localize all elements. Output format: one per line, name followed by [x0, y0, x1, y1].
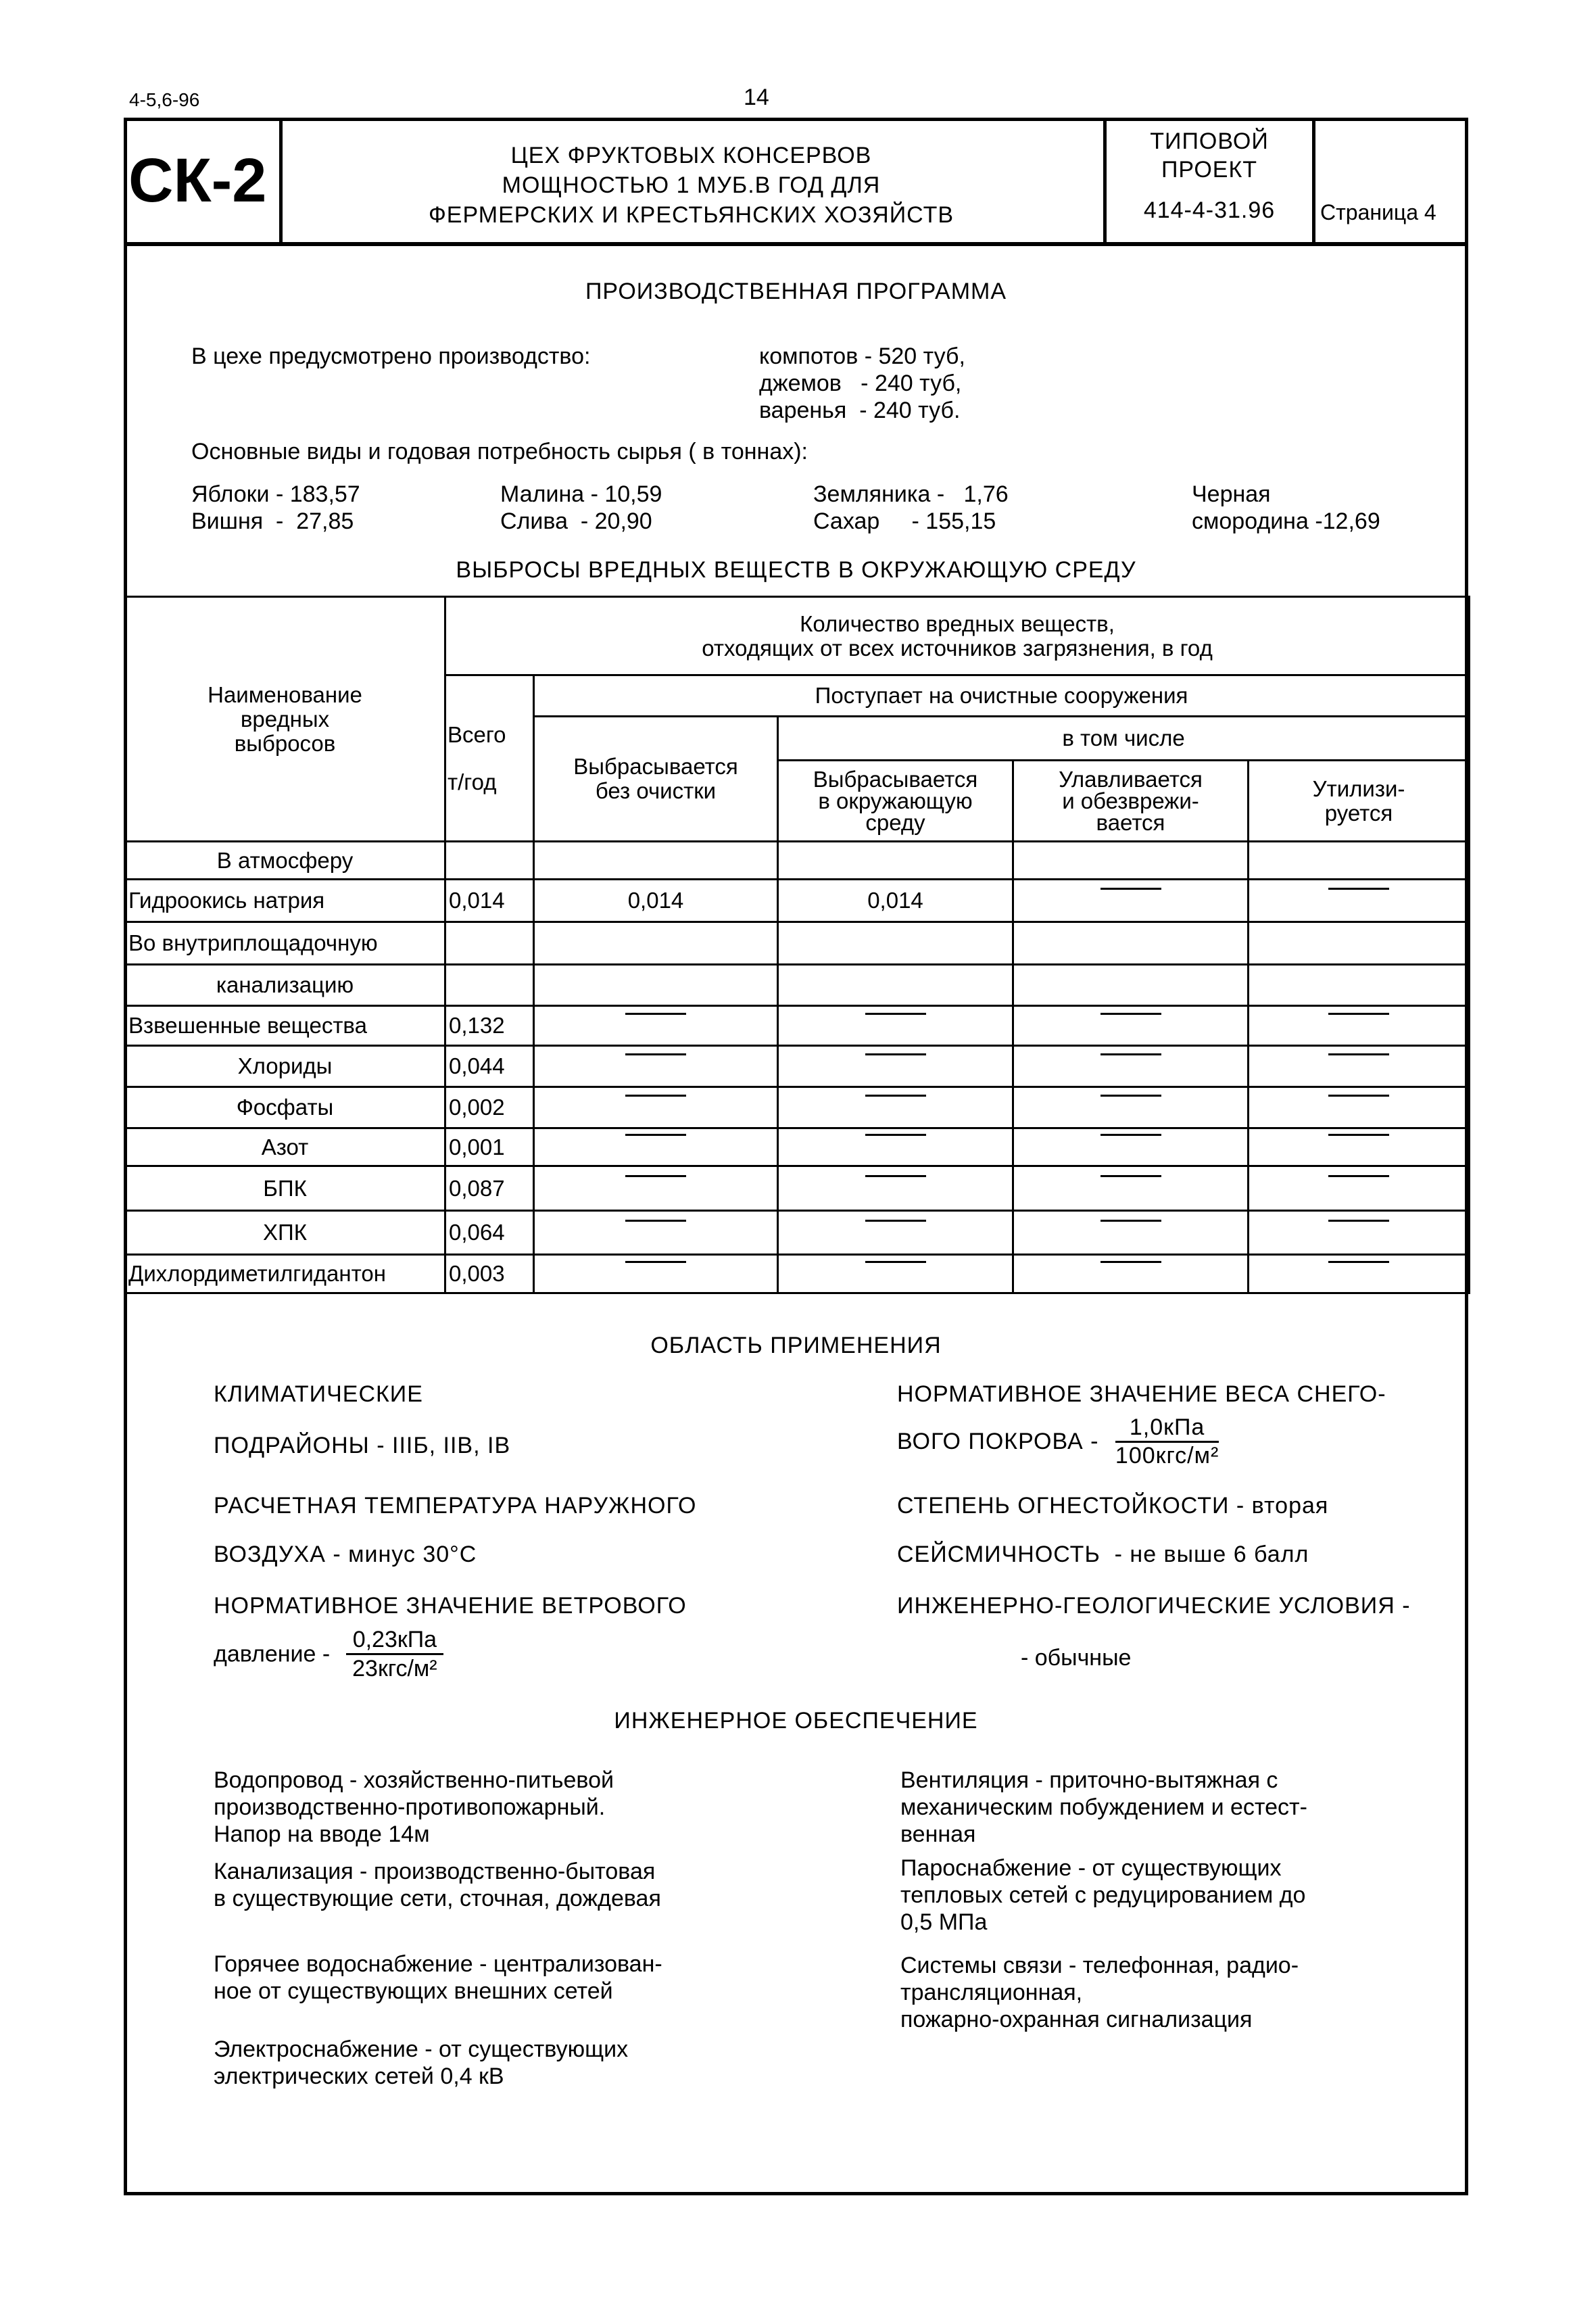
program-intro: В цехе предусмотрено производство: — [191, 343, 591, 369]
scope-snow: НОРМАТИВНОЕ ЗНАЧЕНИЕ ВЕСА СНЕГО- — [897, 1381, 1386, 1407]
dash-mark — [1101, 1175, 1161, 1201]
cell-released — [778, 922, 1013, 965]
cell-utilized — [1249, 965, 1470, 1006]
scope-temp-value: ВОЗДУХА - минус 30°С — [214, 1542, 477, 1567]
cell-name: В атмосферу — [125, 842, 445, 880]
cell-total — [445, 965, 534, 1006]
text-line: Электроснабжение - от существующих — [214, 2036, 629, 2062]
eng-hot-water — [214, 1951, 662, 2005]
dash-mark — [1328, 1053, 1389, 1080]
document-code: 4-5,6-96 — [129, 89, 200, 110]
eng-steam — [900, 1855, 1305, 1936]
header-line: Выбрасывается — [573, 754, 738, 779]
cell-captured — [1013, 1006, 1249, 1046]
dash-mark — [625, 1095, 686, 1121]
col-header-released — [778, 761, 1013, 842]
product-item: варенья - 240 туб. — [759, 398, 961, 423]
cell-total: 0,044 — [445, 1046, 534, 1087]
cell-utilized — [1249, 922, 1470, 965]
dash-mark — [1101, 1261, 1161, 1287]
cell-name: Взвешенные вещества — [125, 1006, 445, 1046]
cell-total: 0,014 — [445, 880, 534, 922]
dash-mark — [625, 1013, 686, 1039]
cell-captured — [1013, 1046, 1249, 1087]
cell-untreated — [534, 922, 778, 965]
dash-mark — [1328, 1134, 1389, 1160]
text-line: электрических сетей 0,4 кВ — [214, 2063, 504, 2089]
col-header-including: в том числе — [778, 717, 1470, 761]
table-row — [125, 1046, 1470, 1087]
table-row — [125, 922, 1470, 965]
raw-value: Малина - 10,59 — [500, 481, 662, 507]
table-row — [125, 1255, 1470, 1293]
cell-utilized — [1249, 1166, 1470, 1211]
cell-name: Фосфаты — [125, 1087, 445, 1128]
raw-item — [813, 481, 1009, 535]
cell-captured — [1013, 1211, 1249, 1255]
header-line: руется — [1324, 800, 1393, 826]
scope-subregions: ПОДРАЙОНЫ - IIIБ, IIВ, IВ — [214, 1433, 511, 1458]
scope-wind: НОРМАТИВНОЕ ЗНАЧЕНИЕ ВЕТРОВОГО — [214, 1593, 687, 1619]
dash-mark — [1328, 1013, 1389, 1039]
table-row — [125, 1211, 1470, 1255]
col-header-captured — [1013, 761, 1249, 842]
cell-untreated — [534, 1166, 778, 1211]
cell-released — [778, 842, 1013, 880]
cell-name: Дихлордиметилгидантон — [125, 1255, 445, 1293]
cell-released — [778, 965, 1013, 1006]
cell-captured — [1013, 842, 1249, 880]
text-line: Канализация - производственно-бытовая — [214, 1859, 656, 1884]
dash-mark — [865, 1013, 926, 1039]
cell-name: Гидроокись натрия — [125, 880, 445, 922]
program-heading: ПРОИЗВОДСТВЕННАЯ ПРОГРАММА — [585, 279, 1007, 304]
cell-name: Азот — [125, 1128, 445, 1166]
raw-value: Слива - 20,90 — [500, 508, 652, 534]
snow-fraction — [1115, 1414, 1219, 1469]
dash-mark — [625, 1053, 686, 1080]
table-row — [125, 842, 1470, 880]
text-line: Системы связи - телефонная, радио- — [900, 1953, 1299, 1978]
cell-captured — [1013, 922, 1249, 965]
cell-total: 0,002 — [445, 1087, 534, 1128]
sheet-number: 14 — [744, 85, 769, 110]
cell-utilized — [1249, 1006, 1470, 1046]
cell-total — [445, 922, 534, 965]
cell-name: канализацию — [125, 965, 445, 1006]
cell-utilized — [1249, 842, 1470, 880]
fraction-numerator: 1,0кПа — [1115, 1414, 1219, 1443]
project-number: 414-4-31.96 — [1143, 197, 1276, 223]
cell-released — [778, 1128, 1013, 1166]
title-line: ФЕРМЕРСКИХ И КРЕСТЬЯНСКИХ ХОЗЯЙСТВ — [428, 202, 954, 228]
cell-total: 0,064 — [445, 1211, 534, 1255]
cell-untreated — [534, 1211, 778, 1255]
dash-mark — [865, 1095, 926, 1121]
cell-untreated — [534, 965, 778, 1006]
eng-ventilation — [900, 1767, 1307, 1848]
product-item: компотов - 520 туб, — [759, 343, 965, 369]
cell-captured — [1013, 1128, 1249, 1166]
divider — [1312, 118, 1315, 245]
scope-heading: ОБЛАСТЬ ПРИМЕНЕНИЯ — [650, 1333, 942, 1358]
dash-mark — [1101, 1220, 1161, 1246]
header-line: т/год — [448, 769, 497, 794]
dash-mark — [1328, 1095, 1389, 1121]
dash-mark — [1328, 1175, 1389, 1201]
text-line: тепловых сетей с редуцированием до — [900, 1882, 1306, 1908]
raw-item — [191, 481, 360, 535]
dash-mark — [1101, 1013, 1161, 1039]
header-line: Всего — [448, 721, 506, 747]
cell-released — [778, 1255, 1013, 1293]
dash-mark — [865, 1220, 926, 1246]
fraction-denominator: 23кгс/м² — [352, 1656, 437, 1681]
raw-item — [1192, 481, 1380, 535]
cell-untreated — [534, 1087, 778, 1128]
cell-name: Во внутриплощадочную — [125, 922, 445, 965]
scope-snow-value — [897, 1414, 1219, 1469]
text-line: венная — [900, 1821, 976, 1847]
header-line: Утилизи- — [1312, 775, 1405, 801]
cell-untreated — [534, 1255, 778, 1293]
text-line: Напор на вводе 14м — [214, 1821, 430, 1847]
header-line: Наименование — [208, 682, 362, 707]
dash-mark — [865, 1261, 926, 1287]
text-line: Горячее водоснабжение - централизован- — [214, 1951, 662, 1977]
table-row — [125, 1006, 1470, 1046]
cell-untreated: 0,014 — [534, 880, 778, 922]
project-type — [1107, 127, 1312, 184]
eng-comms — [900, 1952, 1299, 2033]
col-header-group — [445, 597, 1470, 675]
col-header-name — [125, 597, 445, 842]
text-line: 0,5 МПа — [900, 1909, 988, 1935]
cell-captured — [1013, 1166, 1249, 1211]
title-line: ЦЕХ ФРУКТОВЫХ КОНСЕРВОВ — [510, 143, 872, 168]
text-line: производственно-противопожарный. — [214, 1794, 606, 1820]
cell-name: БПК — [125, 1166, 445, 1211]
header-line: и обезврежи- — [1062, 788, 1199, 813]
cell-name: ХПК — [125, 1211, 445, 1255]
text-line: в существующие сети, сточная, дождевая — [214, 1886, 661, 1911]
cell-released — [778, 1087, 1013, 1128]
dash-mark — [865, 1134, 926, 1160]
header-line: Количество вредных веществ, — [800, 611, 1115, 636]
cell-released: 0,014 — [778, 880, 1013, 922]
cell-total: 0,003 — [445, 1255, 534, 1293]
header-line: вредных — [240, 706, 330, 732]
raw-value: Черная — [1192, 481, 1271, 507]
dash-mark — [1328, 1220, 1389, 1246]
scope-seismic: СЕЙСМИЧНОСТЬ - не выше 6 балл — [897, 1542, 1309, 1567]
cell-released — [778, 1046, 1013, 1087]
engineering-heading: ИНЖЕНЕРНОЕ ОБЕСПЕЧЕНИЕ — [614, 1708, 978, 1734]
text-line: трансляционная, — [900, 1980, 1083, 2005]
dash-mark — [1101, 1134, 1161, 1160]
header-line: Улавливается — [1059, 766, 1203, 792]
scope-wind-value — [214, 1626, 443, 1682]
cell-captured — [1013, 880, 1249, 922]
dash-mark — [625, 1220, 686, 1246]
dash-mark — [1101, 888, 1161, 914]
dash-mark — [625, 1175, 686, 1201]
col-header-untreated — [534, 717, 778, 842]
table-row — [125, 1128, 1470, 1166]
scope-fire: СТЕПЕНЬ ОГНЕСТОЙКОСТИ - вторая — [897, 1493, 1329, 1519]
header-line: в окружающую — [818, 788, 973, 813]
text-line: Вентиляция - приточно-вытяжная с — [900, 1767, 1278, 1793]
cell-utilized — [1249, 1128, 1470, 1166]
col-header-utilized — [1249, 761, 1470, 842]
cell-utilized — [1249, 1087, 1470, 1128]
scope-geo-value: - обычные — [1021, 1645, 1132, 1671]
dash-mark — [625, 1134, 686, 1160]
wind-label: давление - — [214, 1641, 331, 1667]
cell-total — [445, 842, 534, 880]
drawing-mark: СК-2 — [128, 146, 267, 215]
scope-temp: РАСЧЕТНАЯ ТЕМПЕРАТУРА НАРУЖНОГО — [214, 1493, 697, 1519]
dash-mark — [865, 1175, 926, 1201]
fraction-numerator: 0,23кПа — [346, 1626, 443, 1655]
cell-total: 0,001 — [445, 1128, 534, 1166]
cell-utilized — [1249, 880, 1470, 922]
project-type-line: ТИПОВОЙ — [1150, 128, 1269, 154]
table-row — [125, 880, 1470, 922]
cell-total: 0,087 — [445, 1166, 534, 1211]
header-line: без очистки — [595, 778, 717, 803]
cell-captured — [1013, 1087, 1249, 1128]
dash-mark — [625, 1261, 686, 1287]
product-list — [759, 343, 965, 424]
col-header-total — [445, 675, 534, 842]
snow-label: ВОГО ПОКРОВА - — [897, 1429, 1099, 1454]
cell-captured — [1013, 1255, 1249, 1293]
cell-utilized — [1249, 1046, 1470, 1087]
raw-item — [500, 481, 662, 535]
raw-value: Вишня - 27,85 — [191, 508, 354, 534]
cell-untreated — [534, 1128, 778, 1166]
raw-value: Яблоки - 183,57 — [191, 481, 360, 507]
text-line: Водопровод - хозяйственно-питьевой — [214, 1767, 614, 1793]
dash-mark — [1101, 1053, 1161, 1080]
emissions-heading: ВЫБРОСЫ ВРЕДНЫХ ВЕЩЕСТВ В ОКРУЖАЮЩУЮ СРЕДУ — [456, 557, 1136, 583]
text-line: ное от существующих внешних сетей — [214, 1978, 613, 2004]
table-row — [125, 1087, 1470, 1128]
table-row — [125, 1166, 1470, 1211]
project-title — [279, 141, 1103, 230]
scope-climatic: КЛИМАТИЧЕСКИЕ — [214, 1381, 423, 1407]
fraction-denominator: 100кгс/м² — [1115, 1443, 1219, 1469]
col-header-treatment: Поступает на очистные сооружения — [534, 675, 1470, 717]
cell-released — [778, 1006, 1013, 1046]
cell-utilized — [1249, 1211, 1470, 1255]
cell-untreated — [534, 1006, 778, 1046]
title-line: МОЩНОСТЬЮ 1 МУБ.В ГОД ДЛЯ — [502, 172, 881, 198]
text-line: пожарно-охранная сигнализация — [900, 2007, 1253, 2032]
raw-value: смородина -12,69 — [1192, 508, 1380, 534]
cell-total: 0,132 — [445, 1006, 534, 1046]
raw-value: Сахар - 155,15 — [813, 508, 996, 534]
cell-name: Хлориды — [125, 1046, 445, 1087]
table-row — [125, 965, 1470, 1006]
cell-untreated — [534, 842, 778, 880]
dash-mark — [1328, 1261, 1389, 1287]
cell-utilized — [1249, 1255, 1470, 1293]
wind-fraction — [346, 1626, 443, 1682]
text-line: механическим побуждением и естест- — [900, 1794, 1307, 1820]
cell-captured — [1013, 965, 1249, 1006]
raw-heading: Основные виды и годовая потребность сырья ( в тоннах): — [191, 439, 808, 464]
project-type-line: ПРОЕКТ — [1161, 157, 1258, 183]
emissions-table — [124, 596, 1470, 1294]
eng-water — [214, 1767, 614, 1848]
scope-geo: ИНЖЕНЕРНО-ГЕОЛОГИЧЕСКИЕ УСЛОВИЯ - — [897, 1593, 1411, 1619]
dash-mark — [1328, 888, 1389, 914]
header-line: среду — [865, 809, 925, 835]
eng-sewer — [214, 1858, 661, 1912]
dash-mark — [865, 1053, 926, 1080]
cell-untreated — [534, 1046, 778, 1087]
cell-released — [778, 1166, 1013, 1211]
header-line: вается — [1096, 809, 1165, 835]
text-line: Пароснабжение - от существующих — [900, 1855, 1282, 1881]
header-line: Выбрасывается — [813, 766, 978, 792]
eng-power — [214, 2036, 628, 2090]
raw-value: Земляника - 1,76 — [813, 481, 1009, 507]
dash-mark — [1101, 1095, 1161, 1121]
page-label: Страница 4 — [1320, 200, 1436, 224]
cell-released — [778, 1211, 1013, 1255]
header-line: отходящих от всех источников загрязнения, в год — [702, 635, 1213, 661]
product-item: джемов - 240 туб, — [759, 371, 962, 396]
header-line: выбросов — [234, 730, 336, 756]
